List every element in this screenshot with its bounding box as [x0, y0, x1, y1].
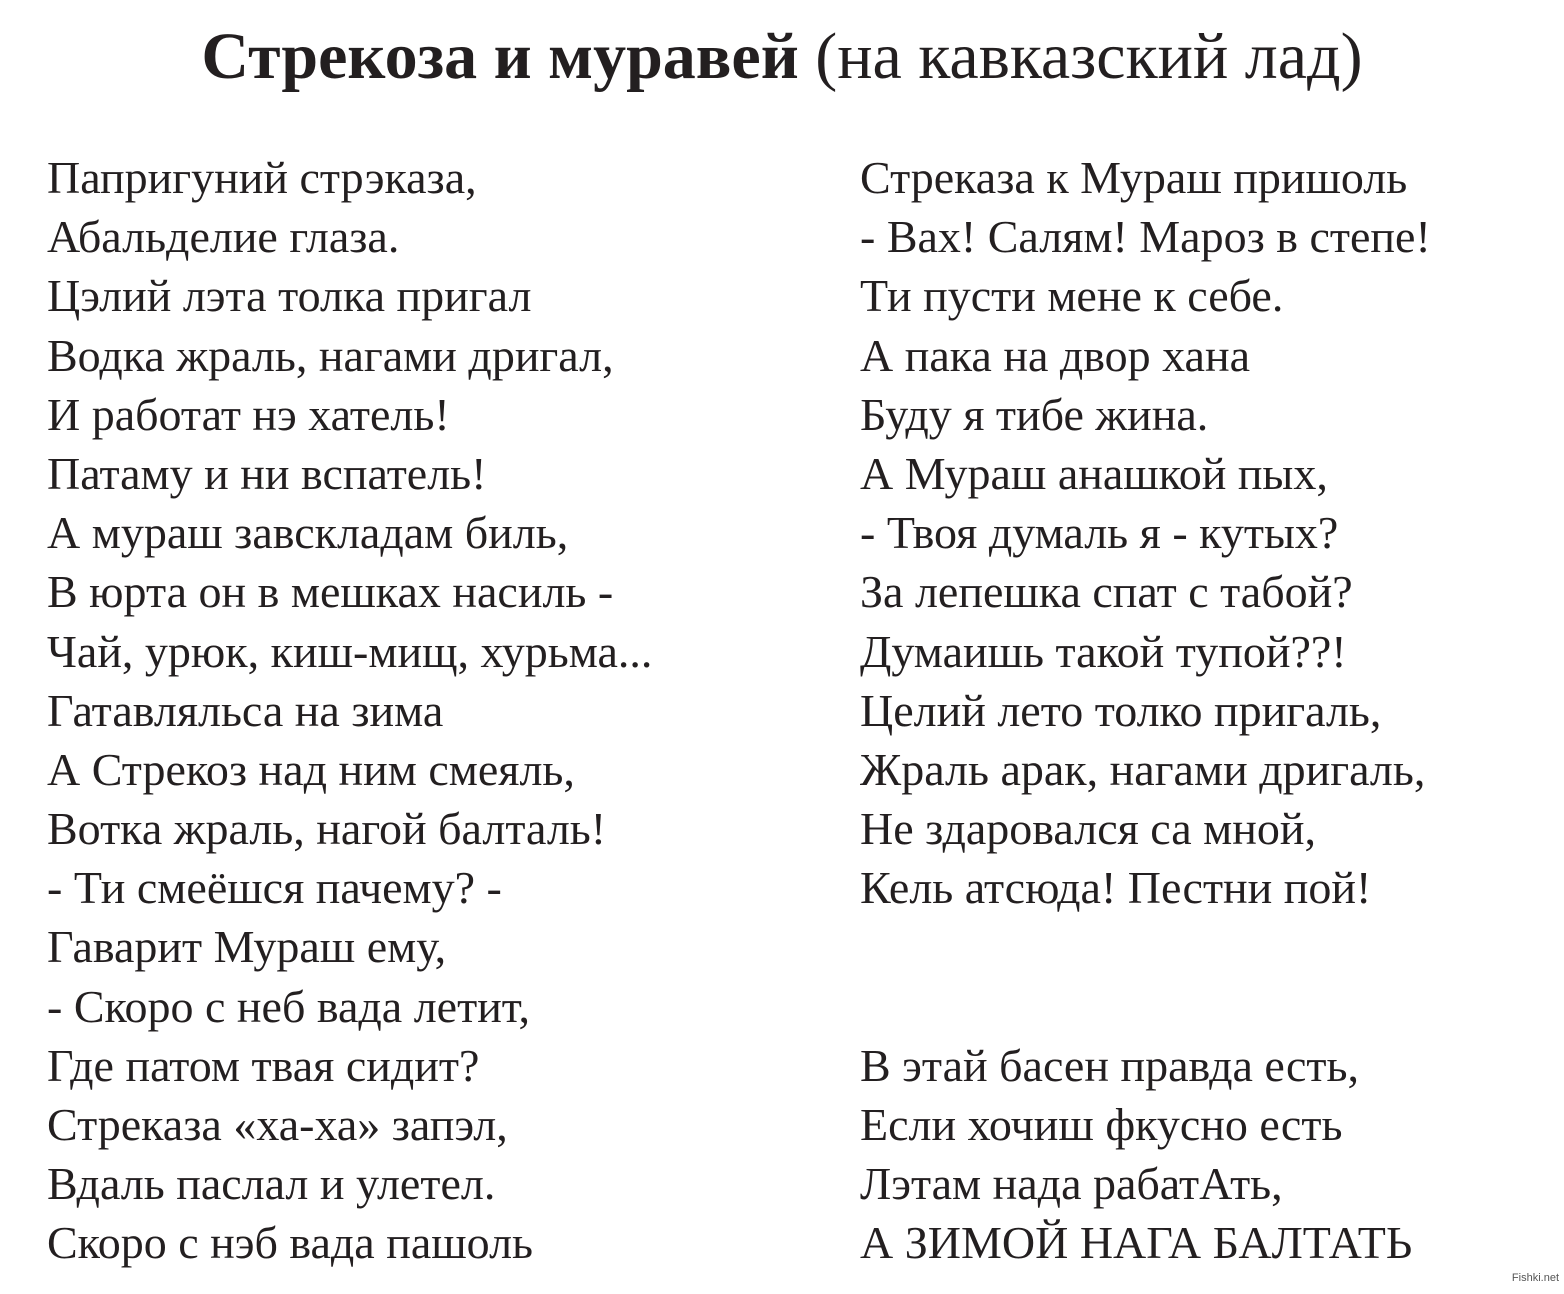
- poem-title-bold: Стрекоза и муравей: [201, 20, 799, 93]
- poem-left-column: [47, 148, 652, 1273]
- poem-line: Думаишь такой тупой??!: [860, 625, 1347, 677]
- moral-line: А ЗИМОЙ НАГА БАЛТАТЬ: [860, 1217, 1413, 1269]
- poem-line: Жраль арак, нагами дригаль,: [860, 743, 1426, 795]
- poem-line: А Мураш анашкой пых,: [860, 447, 1328, 499]
- poem-right-column: [860, 148, 1431, 1273]
- poem-line: Абальделие глаза.: [47, 211, 400, 263]
- poem-line: За лепешка спат с табой?: [860, 566, 1353, 618]
- poem-line: А Стрекоз над ним смеяль,: [47, 743, 575, 795]
- poem-line: Кель атсюда! Пестни пой!: [860, 862, 1372, 914]
- poem-line: Чай, урюк, киш-мищ, хурьма...: [47, 625, 653, 677]
- poem-line: Цэлий лэта толка пригал: [47, 270, 532, 322]
- poem-line: Не здаровался са мной,: [860, 803, 1317, 855]
- poem-line: - Вах! Салям! Мароз в степе!: [860, 211, 1431, 263]
- poem-line: Гаварит Мураш ему,: [47, 921, 447, 973]
- poem-line: В юрта он в мешках насиль -: [47, 566, 614, 618]
- poem-line: Стреказа к Мураш пришоль: [860, 152, 1408, 203]
- poem-line: - Скоро с неб вада летит,: [47, 980, 530, 1032]
- poem-line: Стреказа «ха-ха» запэл,: [47, 1099, 508, 1150]
- poem-line: Вдаль паслал и улетел.: [47, 1158, 496, 1210]
- poem-line: И работат нэ хатель!: [47, 388, 450, 440]
- poem-line: Где патом твая сидит?: [47, 1039, 480, 1091]
- poem-line: Гатавляльса на зима: [47, 684, 444, 736]
- poem-line: Буду я тибе жина.: [860, 388, 1209, 440]
- poem-line: Патаму и ни вспатель!: [47, 447, 487, 499]
- poem-line: А мураш завскладам биль,: [47, 507, 569, 559]
- moral-line: Лэтам нада рабатАть,: [860, 1158, 1283, 1210]
- poem-title-subtitle: (на кавказский лад): [815, 20, 1363, 93]
- stanza-gap: [860, 917, 1431, 976]
- poem-line: Вотка жраль, нагой балталь!: [47, 803, 607, 855]
- poem-line: Папригуний стрэказа,: [47, 152, 477, 203]
- poem-line: Целий лето толко пригаль,: [860, 684, 1382, 736]
- poem-line: - Ти смеёшся пачему? -: [47, 862, 502, 914]
- poem-line: Ти пусти мене к себе.: [860, 270, 1284, 322]
- poem-line: Скоро с нэб вада пашоль: [47, 1217, 534, 1269]
- poem-line: А пака на двор хана: [860, 329, 1251, 381]
- moral-line: Если хочиш фкусно есть: [860, 1099, 1343, 1150]
- stanza-gap: [860, 977, 1431, 1036]
- watermark: Fishki.net: [1511, 1272, 1559, 1284]
- poem-line: - Твоя думаль я - кутых?: [860, 507, 1339, 559]
- moral-line: В этай басен правда есть,: [860, 1039, 1359, 1091]
- poem-title: [0, 12, 1564, 102]
- poem-line: Водка жраль, нагами дригал,: [47, 329, 614, 381]
